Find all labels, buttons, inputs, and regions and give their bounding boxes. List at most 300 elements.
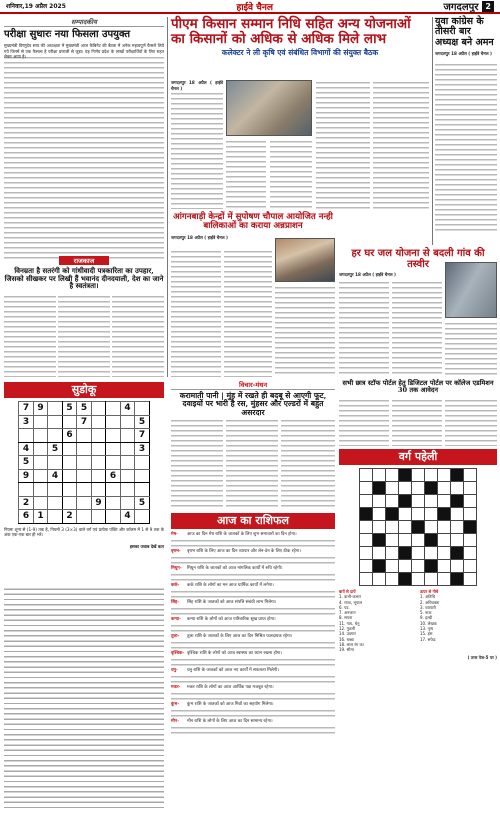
crossword-cell[interactable] [412,560,425,573]
vichar-text-col-3 [281,418,335,510]
sudoku-cell[interactable] [106,510,121,524]
sudoku-row [19,415,150,429]
sudoku-cell[interactable] [62,496,77,510]
rashifal-title: आज का राशिफल [171,513,335,529]
rajkaj-label: राजकाज [59,256,109,265]
rashi-text: धनु राशि के जातकों को आज नए कार्यों में सफलता मिलेगी। [187,668,279,673]
sudoku-cell[interactable] [48,483,63,497]
vichar-headline: करामाती पानी | मुंह में रखते ही बदबू से आएगी फूट, दवाइयों पर भारी है रस, मुंहसर और एल्डरों में बहुत असरदार [179,391,327,417]
rashi-sign: तुला- [171,634,180,639]
sudoku-footer: इसका जवाब देखें कल [129,543,164,549]
sudoku-cell[interactable] [77,456,92,470]
rashifal-text-filler [171,674,335,685]
crossword-cell[interactable] [386,573,399,586]
sudoku-row [19,429,150,443]
sudoku-cell[interactable]: 5 [62,402,77,416]
crossword-cell[interactable] [399,521,412,534]
crossword-cell[interactable] [464,573,477,586]
crossword-clue: 1. कभी-कभार [339,594,362,600]
rashi-sign: कन्या- [171,617,181,622]
crossword-across-title: बायें से दायें [339,589,356,594]
sudoku-cell[interactable] [120,496,135,510]
lead-text-col-1 [171,91,223,209]
sudoku-cell[interactable] [33,415,48,429]
rashifal-section [171,513,335,809]
sudoku-cell[interactable] [62,415,77,429]
rashi-text: तुला राशि के जातकों के लिए आज का दिन मिश्रित फलदायक रहेगा। [187,634,293,639]
sudoku-cell[interactable]: 5 [19,456,34,470]
sudoku-cell[interactable]: 7 [19,402,34,416]
rashifal-text-filler [171,589,335,600]
vichar-label: विचार-मंथन [171,380,335,390]
crossword-cell[interactable] [412,547,425,560]
sudoku-cell[interactable] [19,483,34,497]
crossword-cell[interactable] [464,482,477,495]
crossword-cell[interactable] [451,482,464,495]
crossword-cell[interactable] [464,560,477,573]
crossword-cell[interactable] [438,560,451,573]
crossword-cell[interactable] [373,469,386,482]
sudoku-cell[interactable] [135,469,150,483]
crossword-cell[interactable] [438,469,451,482]
rashi-text: मकर राशि के लोगों का आज आर्थिक पक्ष मजबूत रहेगा। [187,685,274,690]
jal-yojana-text-col-2 [392,280,442,376]
sudoku-cell[interactable] [33,483,48,497]
crossword-cell[interactable] [360,469,373,482]
crossword-cell[interactable] [360,482,373,495]
crossword-row [360,469,477,482]
crossword-row [360,560,477,573]
crossword-cell[interactable] [412,469,425,482]
crossword-cell[interactable] [412,482,425,495]
crossword-cell[interactable] [438,547,451,560]
youth-congress-text [435,62,497,234]
rashi-sign: कर्क- [171,583,180,588]
sudoku-cell[interactable] [120,456,135,470]
anganwadi-text-col-3 [275,285,335,377]
crossword-cell[interactable] [386,482,399,495]
anganwadi-headline: आंगनबाड़ी केन्द्रों में सुपोषण चौपाल आयोजित नन्ही बालिकाओं का कराया अन्नप्राशन [173,212,333,232]
left-bottom-text [4,586,164,809]
crossword-title: वर्ग पहेली [339,449,497,465]
sudoku-cell[interactable] [91,415,106,429]
sudoku-cell[interactable] [135,510,150,524]
sudoku-cell[interactable]: 3 [135,442,150,456]
rajkaj-text-col-1 [4,294,56,377]
sudoku-cell[interactable] [91,483,106,497]
rashi-text: मीन राशि के लोगों के लिए आज का दिन सामान्य रहेगा। [187,719,273,724]
sudoku-cell[interactable] [48,415,63,429]
column-divider [432,17,433,245]
crossword-cell[interactable] [451,508,464,521]
crossword-clue: 9. हल्दी [420,615,433,621]
crossword-block [412,521,425,534]
lead-headline: पीएम किसान सम्मान निधि सहित अन्य योजनाओं का किसानों को अधिक से अधिक मिले लाभ [171,16,411,47]
crossword-cell[interactable] [360,573,373,586]
youth-congress-dateline: जगदलपुर 18 अप्रैल ( हाईवे चैनल ) [435,51,492,57]
crossword-cell[interactable] [360,495,373,508]
crossword-cell[interactable] [386,547,399,560]
crossword-clue: 10. लेखक [420,620,437,626]
rashi-sign: धनु- [171,668,178,673]
crossword-cell[interactable] [399,508,412,521]
rashi-text: मिथुन राशि के जातकों को आज मांगलिक कार्यों में रुचि रहेगी। [187,566,283,571]
rashi-sign: मीन- [171,719,179,724]
sudoku-section [4,382,164,582]
crossword-down-title: ऊपर से नीचे [420,589,439,594]
rashifal-text-filler [171,555,335,566]
crossword-grid [359,468,477,586]
sudoku-cell[interactable] [62,469,77,483]
sudoku-cell[interactable]: 1 [33,510,48,524]
crossword-cell[interactable] [412,534,425,547]
crossword-cell[interactable] [425,521,438,534]
crossword-block [399,547,412,560]
sudoku-cell[interactable] [77,510,92,524]
rashi-text: वृश्चिक राशि के लोगों को आज स्वास्थ्य का ध्यान रखना होगा। [187,651,283,656]
sudoku-instructions: नियमः शून्य से (1-9) तक है, नियमों 3 (3×3) वाले वर्ग एवं प्रत्येक पंक्ति और कॉलम में 1 से 9 तक के अंक एक-एक बार ही भरें। [4,526,164,538]
sudoku-cell[interactable] [77,496,92,510]
editorial-text-block [4,55,164,260]
sudoku-cell[interactable] [135,402,150,416]
sudoku-cell[interactable]: 2 [62,510,77,524]
sudoku-cell[interactable] [106,456,121,470]
youth-congress-story [435,17,497,245]
crossword-row [360,547,477,560]
crossword-cell[interactable] [360,534,373,547]
sudoku-cell[interactable]: 6 [19,510,34,524]
rashifal-text-filler [171,538,335,549]
crossword-block [451,573,464,586]
crossword-cell[interactable] [360,521,373,534]
crossword-row [360,508,477,521]
lead-text-col-3 [270,139,312,210]
crossword-row [360,495,477,508]
crossword-cell[interactable] [438,534,451,547]
crossword-cell[interactable] [438,521,451,534]
sudoku-cell[interactable] [91,442,106,456]
crossword-clue: 1. अतिथि [420,594,436,600]
rashi-sign: मिथुन- [171,566,182,571]
sudoku-cell[interactable] [33,442,48,456]
crossword-clue: 15. हंस [420,631,433,637]
crossword-cell[interactable] [451,521,464,534]
jal-yojana-story [339,248,497,376]
crossword-block [373,534,386,547]
rashi-text: कन्या राशि के लोगों को आज पारिवारिक सुख प्राप्त होगा। [187,617,276,622]
admission-text-col-3 [445,398,497,446]
lead-photo [226,80,312,136]
rashi-text: कुंभ राशि के जातकों को आज मित्रों का सहयोग मिलेगा। [187,702,274,707]
crossword-block [425,560,438,573]
sudoku-cell[interactable]: 2 [19,496,34,510]
crossword-cell[interactable] [386,560,399,573]
rashifal-text-filler [171,623,335,634]
page-number: 2 [482,1,494,12]
crossword-cell[interactable] [399,534,412,547]
sudoku-cell[interactable] [106,442,121,456]
crossword-block [373,482,386,495]
crossword-row [360,482,477,495]
sudoku-cell[interactable] [77,483,92,497]
crossword-cell[interactable] [464,547,477,560]
crossword-cell[interactable] [464,495,477,508]
crossword-section [339,449,497,809]
sudoku-cell[interactable]: 5 [135,415,150,429]
editorial-label: सम्पादकीय [4,17,164,27]
page-header [0,0,500,14]
sudoku-cell[interactable] [33,429,48,443]
admission-text-col-1 [339,398,389,446]
sudoku-cell[interactable]: 5 [135,496,150,510]
sudoku-cell[interactable] [62,483,77,497]
sudoku-cell[interactable]: 7 [135,429,150,443]
sudoku-cell[interactable] [91,469,106,483]
crossword-clue: 17. सफेद [420,636,436,642]
crossword-block [451,495,464,508]
sudoku-cell[interactable] [62,456,77,470]
sudoku-cell[interactable]: 5 [77,402,92,416]
anganwadi-dateline: जगदलपुर 18 अप्रैल ( हाईवे चैनल ) [171,234,228,240]
rashifal-text-filler [171,708,335,719]
crossword-row [360,573,477,586]
rashi-sign: मकर- [171,685,181,690]
crossword-cell[interactable] [412,495,425,508]
crossword-cell[interactable] [438,573,451,586]
vichar-section [171,380,335,510]
admission-text-col-2 [392,398,442,446]
sudoku-cell[interactable] [33,496,48,510]
crossword-block [451,547,464,560]
rashifal-text-filler [171,640,335,651]
lead-story [171,17,429,77]
anganwadi-text-col-2 [224,249,272,377]
sudoku-row [19,442,150,456]
sudoku-cell[interactable]: 6 [62,429,77,443]
rashifal-text-filler [171,657,335,668]
rashifal-list [171,532,335,736]
jal-yojana-text-col-3 [445,321,497,376]
crossword-cell[interactable] [373,573,386,586]
sudoku-cell[interactable] [120,442,135,456]
sudoku-cell[interactable] [48,429,63,443]
lead-dateline: जगदलपुर 18 अप्रैल ( हाईवे चैनल ) [171,80,223,91]
rashifal-text-filler [171,572,335,583]
crossword-cell[interactable] [451,560,464,573]
jal-yojana-dateline: जगदलपुर 18 अप्रैल ( हाईवे चैनल ) [339,272,396,277]
crossword-cell[interactable] [373,547,386,560]
crossword-row [360,521,477,534]
rashi-text: वृषभ राशि के लिए आज का दिन व्यापार और लेन-देन के लिए ठीक रहेगा। [187,549,301,554]
crossword-clue: 3. व्यापारी [420,604,436,610]
sudoku-cell[interactable] [91,456,106,470]
rashifal-text-filler [171,606,335,617]
crossword-cell[interactable] [425,469,438,482]
crossword-cell[interactable] [412,508,425,521]
sudoku-cell[interactable] [135,483,150,497]
sudoku-cell[interactable]: 5 [48,442,63,456]
crossword-block [464,521,477,534]
crossword-block [399,469,412,482]
anganwadi-story [171,213,335,377]
city-name: जगदलपुर [443,2,479,13]
crossword-clue: 4. राजा, भूपाल [339,599,363,605]
crossword-cell[interactable] [386,495,399,508]
crossword-cell[interactable] [399,560,412,573]
crossword-cell[interactable] [386,469,399,482]
paper-name: हाईवे चैनल [236,2,273,13]
crossword-cell[interactable] [464,508,477,521]
sudoku-cell[interactable] [91,429,106,443]
rashi-sign: कुंभ- [171,702,180,707]
rashi-text: कर्क राशि के लोगों का मन आज धार्मिक कार्यों में लगेगा। [187,583,274,588]
crossword-block [399,495,412,508]
rashi-text: सिंह राशि के जातकों को आज संपत्ति संबंधी लाभ मिलेगा। [187,600,277,605]
crossword-clue: 18. लाल रंग का [339,641,364,647]
sudoku-cell[interactable] [77,469,92,483]
rashi-sign: मेष- [171,532,178,537]
rashi-sign: वृश्चिक- [171,651,185,656]
crossword-cell[interactable] [373,495,386,508]
sudoku-cell[interactable] [106,496,121,510]
sudoku-cell[interactable]: 7 [77,415,92,429]
jal-yojana-text-col-1 [339,280,389,376]
sudoku-title: सुडोकू [4,382,164,398]
sudoku-cell[interactable] [48,456,63,470]
crossword-clue: 16. धब्बा [339,636,354,642]
vichar-text-col-2 [226,418,278,510]
sudoku-cell[interactable] [106,415,121,429]
sudoku-row [19,402,150,416]
crossword-block [386,508,399,521]
sudoku-cell[interactable]: 9 [91,496,106,510]
vichar-text-col-1 [171,418,223,510]
sudoku-cell[interactable] [77,429,92,443]
crossword-clue: 2. अधिवक्ता [420,599,440,605]
sudoku-cell[interactable] [33,456,48,470]
sudoku-cell[interactable] [33,469,48,483]
rashi-sign: सिंह- [171,600,180,605]
rashifal-text-filler [171,691,335,702]
crossword-block [425,482,438,495]
crossword-cell[interactable] [464,469,477,482]
editorial-body: मुख्यमंत्री विष्णुदेव साय की अध्यक्षता में मुख्यमंत्री आज कैबिनेट की बैठक में अनेक महत्वपूर्ण फैसले लिये गये जिनमें से एक फैसला है परीक्षा प्रणाली से जुड़ा। यह निर्णय प्रदेश के लाखों परीक्षार्थियों के लिए राहत लेकर आया है। [4,43,164,60]
rajkaj-section [4,256,164,377]
crossword-cell[interactable] [425,573,438,586]
sudoku-cell[interactable] [120,483,135,497]
crossword-cell[interactable] [399,482,412,495]
sudoku-cell[interactable] [106,483,121,497]
sudoku-cell[interactable] [135,456,150,470]
column-divider [167,17,168,377]
crossword-cell[interactable] [438,495,451,508]
crossword-clue: 8. सपना [339,615,353,621]
sudoku-cell[interactable]: 4 [48,469,63,483]
rashi-sign: वृषभ- [171,549,181,554]
issue-date: शनिवार,19 अप्रैल 2025 [6,3,66,10]
crossword-cell[interactable] [386,521,399,534]
crossword-clue: 13. नृत्य [420,626,434,632]
lead-text-col-4 [316,80,370,210]
sudoku-cell[interactable] [48,510,63,524]
crossword-clue: 19. सीमा [339,647,354,653]
crossword-block [360,508,373,521]
sudoku-cell[interactable]: 6 [106,469,121,483]
crossword-cell[interactable] [360,547,373,560]
rashi-text: आज का दिन मेष राशि के जातकों के लिए शुभ समाचारों का दिन होगा। [187,532,297,537]
crossword-cell[interactable] [425,495,438,508]
sudoku-cell[interactable] [120,415,135,429]
crossword-clue: 14. उदगार [339,631,356,637]
sudoku-cell[interactable] [48,402,63,416]
anganwadi-photo [275,238,335,282]
crossword-cell[interactable] [438,482,451,495]
sudoku-cell[interactable] [106,402,121,416]
crossword-answer-note: ( उत्तर पेज-5 पर ) [467,654,497,660]
crossword-cell[interactable] [360,560,373,573]
crossword-cell[interactable] [386,534,399,547]
sudoku-cell[interactable] [120,469,135,483]
rashifal-text-filler [171,725,335,736]
crossword-clue: 12. गुठली [339,626,355,632]
jal-yojana-headline: हर घर जल योजना से बदली गांव की तस्वीर [351,248,485,270]
sudoku-cell[interactable] [62,442,77,456]
sudoku-cell[interactable] [120,429,135,443]
sudoku-cell[interactable] [48,496,63,510]
youth-congress-headline: युवा कांग्रेस के तीसरी बार अध्यक्ष बने अमन [435,16,494,48]
crossword-cell[interactable] [373,521,386,534]
sudoku-cell[interactable]: 3 [19,415,34,429]
sudoku-cell[interactable]: 4 [19,442,34,456]
anganwadi-text-col-1 [171,249,221,377]
crossword-cell[interactable] [464,534,477,547]
crossword-block [373,560,386,573]
crossword-block [451,469,464,482]
editorial-headline: परीक्षा सुधारः नया फिसला उपयुक्त [4,29,131,40]
sudoku-row [19,510,150,524]
sudoku-cell[interactable]: 4 [120,510,135,524]
sudoku-row [19,469,150,483]
sudoku-cell[interactable]: 9 [19,469,34,483]
sudoku-cell[interactable] [19,429,34,443]
crossword-block [399,573,412,586]
crossword-block [438,508,451,521]
sudoku-cell[interactable] [91,402,106,416]
lead-text-col-5 [373,80,429,210]
lead-subhead: कलेक्टर ने ली कृषि एवं संबंधित विभागों की संयुक्त बैठक [221,47,379,57]
jal-yojana-photo [445,262,497,318]
crossword-across-list [339,594,416,652]
admission-headline: सभी छात्र स्टॉफ पोर्टल हेतु डिजिटल पोर्टल पर कॉलेज एडमिशन 30 तक आवेदन [342,379,494,395]
crossword-cell[interactable] [451,534,464,547]
crossword-clue: 6. पद [339,604,349,610]
sudoku-cell[interactable] [77,442,92,456]
editorial-section [4,17,164,253]
sudoku-cell[interactable] [106,429,121,443]
sudoku-row [19,456,150,470]
crossword-clue: 11. गाय, धेनु [339,620,360,626]
sudoku-cell[interactable] [91,510,106,524]
crossword-block [425,534,438,547]
rajkaj-text-col-2 [58,294,110,377]
sudoku-cell[interactable]: 9 [33,402,48,416]
crossword-cell[interactable] [412,573,425,586]
crossword-clue: 7. अनजान [339,610,356,616]
crossword-cell[interactable] [373,508,386,521]
sudoku-cell[interactable]: 4 [120,402,135,416]
crossword-cell[interactable] [425,547,438,560]
crossword-cell[interactable] [425,508,438,521]
